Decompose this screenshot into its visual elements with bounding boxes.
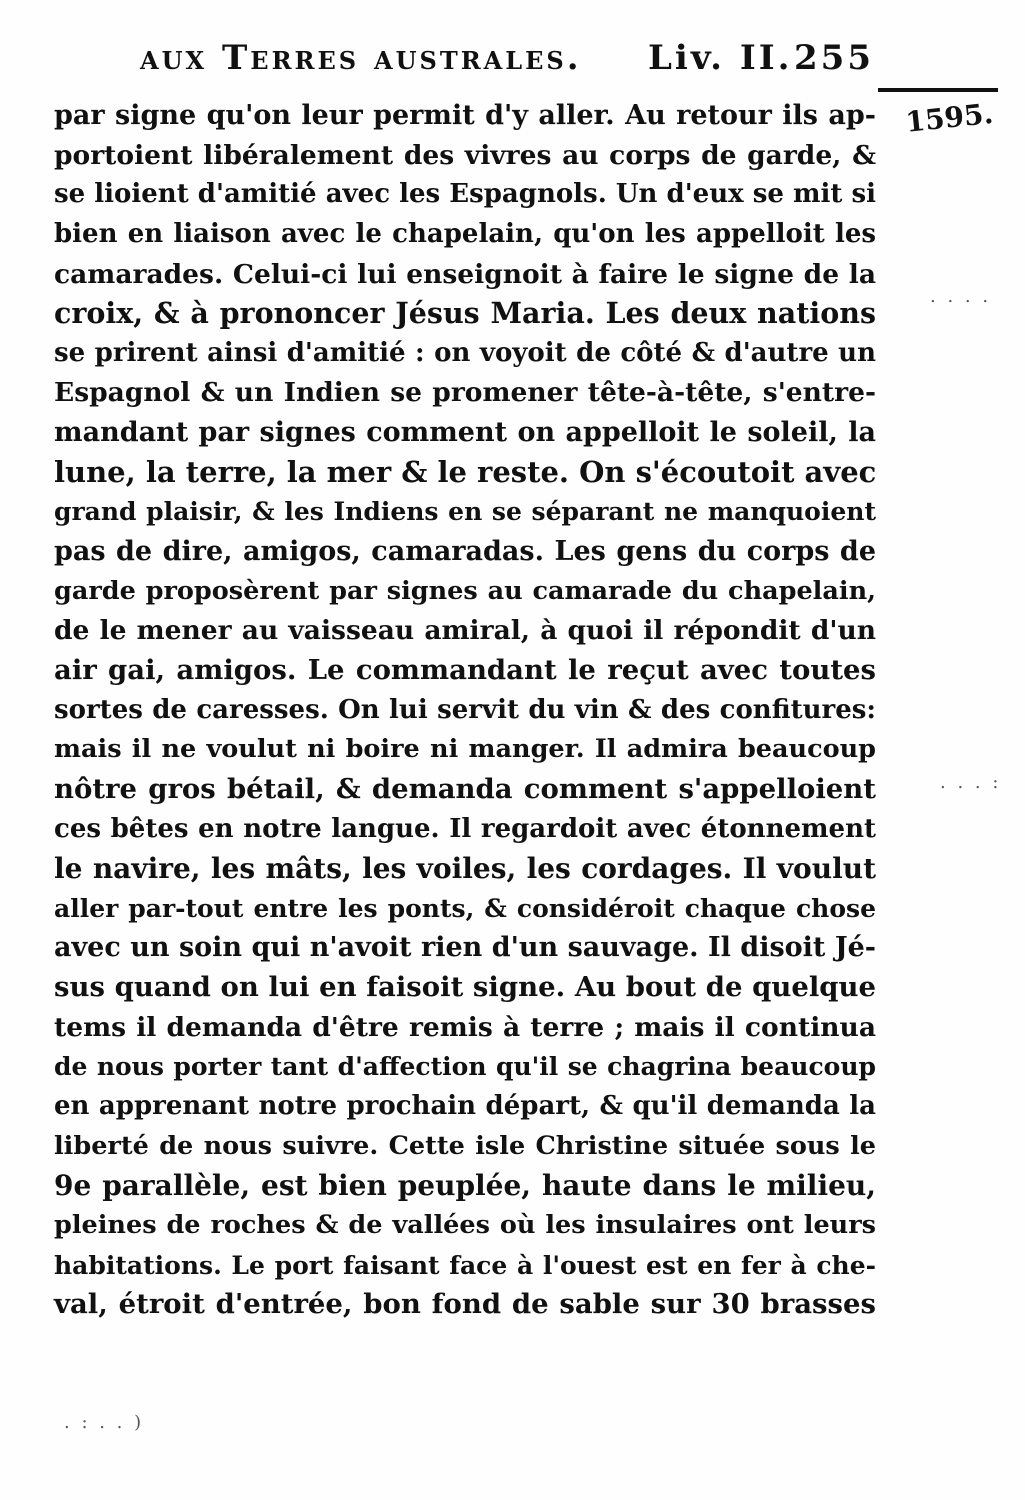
text-line: Espagnol & un Indien se promener tête-à-tête, s'entre-	[54, 377, 876, 409]
text-line: par signe qu'on leur permit d'y aller. Au retour ils ap-	[54, 100, 876, 131]
text-line: pas de dire, amigos, camaradas. Les gens du corps de	[54, 536, 876, 568]
text-line: croix, & à prononcer Jésus Maria. Les deux nations	[54, 296, 876, 331]
body-text	[54, 96, 876, 1325]
running-title: aux Terres australes.	[140, 38, 582, 78]
text-line: le navire, les mâts, les voiles, les cordages. Il voulut	[54, 852, 876, 886]
text-line: en apprenant notre prochain départ, & qu'il demanda la	[54, 1091, 876, 1122]
margin-speckle: . : . . )	[64, 1412, 145, 1433]
text-line: grand plaisir, & les Indiens en se séparant ne manquoient	[54, 497, 876, 527]
text-line: de le mener au vaisseau amiral, à quoi il répondit d'un	[54, 615, 876, 647]
text-line: mais il ne voulut ni boire ni manger. Il admira beaucoup	[54, 734, 876, 765]
margin-rule	[878, 88, 998, 92]
text-line: 9e parallèle, est bien peuplée, haute dans le milieu,	[54, 1169, 876, 1203]
text-line: pleines de roches & de vallées où les insulaires ont leurs	[54, 1209, 876, 1240]
text-line: bien en liaison avec le chapelain, qu'on les appelloit les	[54, 218, 876, 249]
margin-speckle: . . . .	[930, 286, 992, 307]
text-line: garde proposèrent par signes au camarade du chapelain,	[54, 575, 876, 606]
margin-year: 1595.	[904, 96, 995, 139]
text-line: camarades. Celui-ci lui enseignoit à faire le signe de la	[54, 258, 876, 290]
text-line: de nous porter tant d'affection qu'il se chagrina beaucoup	[54, 1052, 876, 1082]
text-line: liberté de nous suivre. Cette isle Christine située sous le	[54, 1130, 876, 1161]
text-line: lune, la terre, la mer & le reste. On s'écoutoit avec	[54, 454, 877, 489]
text-line: avec un soin qui n'avoit rien d'un sauvage. Il disoit Jé-	[54, 932, 876, 964]
text-line: aller par-tout entre les ponts, & considéroit chaque chose	[54, 893, 876, 923]
text-line: portoient libéralement des vivres au corps de garde, &	[54, 139, 876, 171]
running-head	[140, 34, 880, 80]
text-line: se lioient d'amitié avec les Espagnols. Un d'eux se mit si	[54, 179, 876, 210]
text-line: ces bêtes en notre langue. Il regardoit avec étonnement	[54, 813, 876, 844]
page-number: 255	[794, 38, 874, 78]
margin-speckle: . . . :	[940, 772, 1002, 793]
text-line: tems il demanda d'être remis à terre ; mais il continua	[54, 1011, 876, 1043]
text-line: val, étroit d'entrée, bon fond de sable sur 30 brasses	[54, 1288, 876, 1321]
book-number: Liv. II.	[648, 38, 793, 78]
text-line: mandant par signes comment on appelloit le soleil, la	[54, 417, 876, 449]
text-line: habitations. Le port faisant face à l'ouest est en fer à che-	[54, 1250, 876, 1280]
text-line: sortes de caresses. On lui servit du vin & des confitures:	[54, 694, 876, 725]
text-line: sus quand on lui en faisoit signe. Au bout de quelque	[54, 971, 876, 1004]
text-line: air gai, amigos. Le commandant le reçut avec toutes	[54, 653, 876, 686]
text-line: nôtre gros bétail, & demanda comment s'appelloient	[54, 772, 876, 805]
text-line: se prirent ainsi d'amitié : on voyoit de côté & d'autre un	[54, 337, 876, 368]
